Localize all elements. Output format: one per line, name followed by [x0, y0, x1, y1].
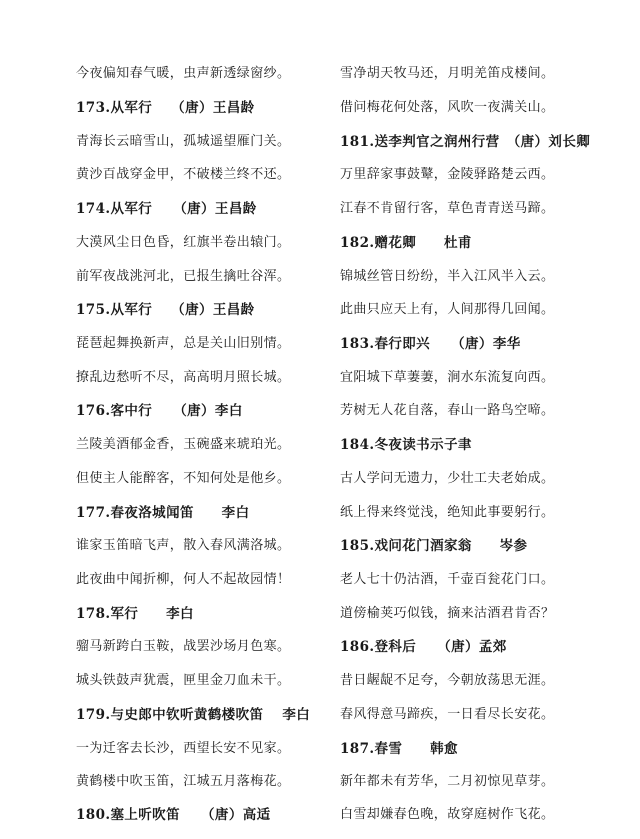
- right-line-18: 昔日龌龊不足夸，今朝放荡思无涯。: [340, 673, 555, 688]
- right-line-3: 万里辞家事鼓鼙，金陵驿路楚云西。: [340, 167, 555, 182]
- left-line-21: 黄鹤楼中吹玉笛，江城五月落梅花。: [76, 774, 291, 789]
- right-line-4: 江春不肯留行客，草色青青送马蹄。: [340, 201, 555, 216]
- left-line-20: 一为迁客去长沙，西望长安不见家。: [76, 741, 291, 756]
- right-line-6: 锦城丝管日纷纷，半入江风半入云。: [340, 269, 555, 284]
- poem-title-180: 180.塞上听吹笛 （唐）高适: [76, 807, 271, 823]
- poem-title-174: 174.从军行 （唐）王昌龄: [76, 201, 257, 217]
- poem-title-184: 184.冬夜读书示子聿: [340, 437, 472, 453]
- left-line-2: 青海长云暗雪山，孤城遥望雁门关。: [76, 134, 291, 149]
- left-line-12: 但使主人能醉客，不知何处是他乡。: [76, 471, 291, 486]
- poem-title-186: 186.登科后 （唐）孟郊: [340, 639, 507, 655]
- right-line-9: 宜阳城下草萋萋，涧水东流复向西。: [340, 370, 555, 385]
- poem-title-182: 182.赠花卿 杜甫: [340, 235, 472, 251]
- left-line-6: 前军夜战洮河北，已报生擒吐谷浑。: [76, 269, 291, 284]
- right-line-13: 纸上得来终觉浅，绝知此事要躬行。: [340, 505, 555, 520]
- right-line-19: 春风得意马蹄疾，一日看尽长安花。: [340, 707, 555, 722]
- right-line-1: 借问梅花何处落，风吹一夜满关山。: [340, 100, 555, 115]
- right-line-12: 古人学问无遗力，少壮工夫老始成。: [340, 471, 555, 486]
- left-line-17: 骝马新跨白玉鞍，战罢沙场月色寒。: [76, 639, 291, 654]
- right-line-0: 雪净胡天牧马还，月明羌笛戍楼间。: [340, 66, 555, 81]
- left-line-8: 琵琶起舞换新声，总是关山旧别情。: [76, 336, 291, 351]
- poem-title-175: 175.从军行 （唐）王昌龄: [76, 302, 255, 318]
- left-line-0: 今夜偏知春气暖，虫声新透绿窗纱。: [76, 66, 291, 81]
- poem-title-181: 181.送李判官之润州行营 （唐）刘长卿: [340, 134, 591, 150]
- poem-title-176: 176.客中行 （唐）李白: [76, 403, 243, 419]
- right-line-21: 新年都未有芳华，二月初惊见草芽。: [340, 774, 555, 789]
- poem-title-185: 185.戏问花门酒家翁 岑参: [340, 538, 528, 554]
- left-line-9: 撩乱边愁听不尽，高高明月照长城。: [76, 370, 291, 385]
- right-line-7: 此曲只应天上有，人间那得几回闻。: [340, 302, 555, 317]
- poem-title-183: 183.春行即兴 （唐）李华: [340, 336, 521, 352]
- right-line-16: 道傍榆荚巧似钱，摘来沽酒君肯否？: [340, 606, 555, 621]
- left-line-14: 谁家玉笛暗飞声，散入春风满洛城。: [76, 538, 291, 553]
- poem-title-187: 187.春雪 韩愈: [340, 741, 458, 757]
- poem-title-178: 178.军行 李白: [76, 606, 194, 622]
- right-line-15: 老人七十仍沽酒，千壶百瓮花门口。: [340, 572, 555, 587]
- poem-title-177: 177.春夜洛城闻笛 李白: [76, 505, 250, 521]
- left-line-11: 兰陵美酒郁金香，玉碗盛来琥珀光。: [76, 437, 291, 452]
- poem-title-179: 179.与史郎中钦听黄鹤楼吹笛 李白: [76, 707, 311, 723]
- left-line-15: 此夜曲中闻折柳，何人不起故园情！: [76, 572, 291, 587]
- left-line-3: 黄沙百战穿金甲，不破楼兰终不还。: [76, 167, 291, 182]
- left-line-18: 城头铁鼓声犹震，匣里金刀血未干。: [76, 673, 291, 688]
- left-line-5: 大漠风尘日色昏，红旗半卷出辕门。: [76, 235, 291, 250]
- poem-title-173: 173.从军行 （唐）王昌龄: [76, 100, 255, 116]
- right-line-10: 芳树无人花自落，春山一路鸟空啼。: [340, 403, 555, 418]
- right-line-22: 白雪却嫌春色晚，故穿庭树作飞花。: [340, 807, 555, 822]
